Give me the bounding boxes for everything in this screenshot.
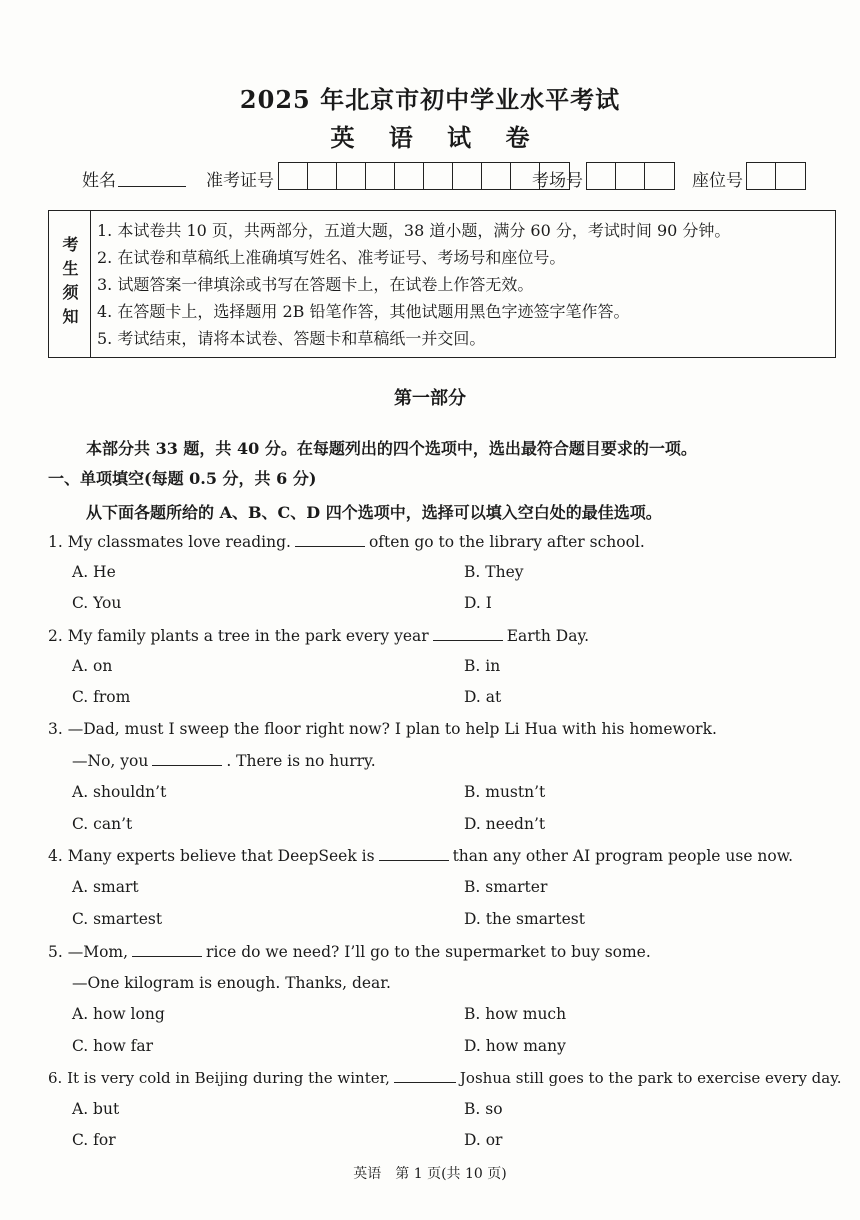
option-a: A. He	[72, 563, 116, 581]
option-d: D. how many	[464, 1037, 566, 1055]
candidate-notice-box	[48, 210, 836, 358]
section-title: 一、单项填空(每题 0.5 分，共 6 分)	[48, 469, 317, 488]
answer-blank	[433, 626, 503, 641]
option-c: C. smartest	[72, 910, 163, 928]
question-2: 2. My family plants a tree in the park every year Earth Day.	[48, 627, 590, 645]
option-c: C. how far	[72, 1037, 154, 1055]
question-6: 6. It is very cold in Beijing during the winter, Joshua still goes to the park to exercise every day.	[48, 1069, 842, 1087]
part-title: 第一部分	[394, 388, 466, 409]
question-4: 4. Many experts believe that DeepSeek is than any other AI program people use now.	[48, 847, 794, 865]
option-d: D. the smartest	[464, 910, 585, 928]
question-5-reply: —One kilogram is enough. Thanks, dear.	[72, 974, 391, 992]
exam-id-label: 准考证号	[206, 171, 274, 191]
name-label: 姓名	[82, 171, 116, 191]
seat-boxes[interactable]	[746, 162, 806, 190]
answer-blank	[295, 532, 365, 547]
name-blank[interactable]	[118, 186, 186, 187]
question-3-reply: —No, you . There is no hurry.	[72, 752, 376, 770]
option-b: B. so	[464, 1100, 503, 1118]
room-boxes[interactable]	[586, 162, 675, 190]
notice-item: 2. 在试卷和草稿纸上准确填写姓名、准考证号、考场号和座位号。	[97, 248, 566, 267]
notice-item: 4. 在答题卡上，选择题用 2B 铅笔作答，其他试题用黑色字迹签字笔作答。	[97, 302, 630, 321]
option-c: C. can’t	[72, 815, 133, 833]
option-a: A. shouldn’t	[72, 783, 167, 801]
option-c: C. for	[72, 1131, 116, 1149]
notice-item: 1. 本试卷共 10 页，共两部分，五道大题，38 道小题，满分 60 分，考试时间 90 分钟。	[97, 221, 731, 240]
option-c: C. You	[72, 594, 122, 612]
option-a: A. on	[72, 657, 113, 675]
exam-id-boxes[interactable]	[278, 162, 570, 190]
question-3: 3. —Dad, must I sweep the floor right now? I plan to help Li Hua with his homework.	[48, 720, 717, 738]
notice-item: 3. 试题答案一律填涂或书写在答题卡上，在试卷上作答无效。	[97, 275, 534, 294]
notice-side-label: 考生须知	[49, 211, 91, 357]
option-a: A. how long	[72, 1005, 165, 1023]
exam-title: 2025 年北京市初中学业水平考试	[239, 85, 621, 114]
option-a: A. but	[72, 1100, 120, 1118]
answer-blank	[379, 846, 449, 861]
question-5: 5. —Mom, rice do we need? I’ll go to the supermarket to buy some.	[48, 943, 651, 961]
option-b: B. smarter	[464, 878, 548, 896]
option-b: B. mustn’t	[464, 783, 546, 801]
question-1: 1. My classmates love reading. often go to the library after school.	[48, 533, 645, 551]
option-b: B. They	[464, 563, 524, 581]
room-label: 考场号	[532, 171, 583, 191]
seat-label: 座位号	[692, 171, 743, 191]
option-b: B. in	[464, 657, 501, 675]
option-b: B. how much	[464, 1005, 567, 1023]
part-intro: 本部分共 33 题，共 40 分。在每题列出的四个选项中，选出最符合题目要求的一项。	[86, 439, 697, 458]
candidate-info-row	[82, 160, 822, 192]
section-instruction: 从下面各题所给的 A、B、C、D 四个选项中，选择可以填入空白处的最佳选项。	[86, 503, 662, 522]
option-d: D. I	[464, 594, 492, 612]
option-a: A. smart	[72, 878, 139, 896]
notice-item: 5. 考试结束，请将本试卷、答题卡和草稿纸一并交回。	[97, 329, 486, 348]
exam-subtitle: 英 语 试 卷	[330, 123, 530, 152]
answer-blank	[132, 942, 202, 957]
answer-blank	[152, 751, 222, 766]
option-d: D. needn’t	[464, 815, 546, 833]
option-d: D. or	[464, 1131, 503, 1149]
option-d: D. at	[464, 688, 502, 706]
answer-blank	[394, 1068, 456, 1083]
notice-list	[97, 217, 730, 352]
page-footer: 英语 第 1 页(共 10 页)	[353, 1166, 507, 1182]
option-c: C. from	[72, 688, 131, 706]
